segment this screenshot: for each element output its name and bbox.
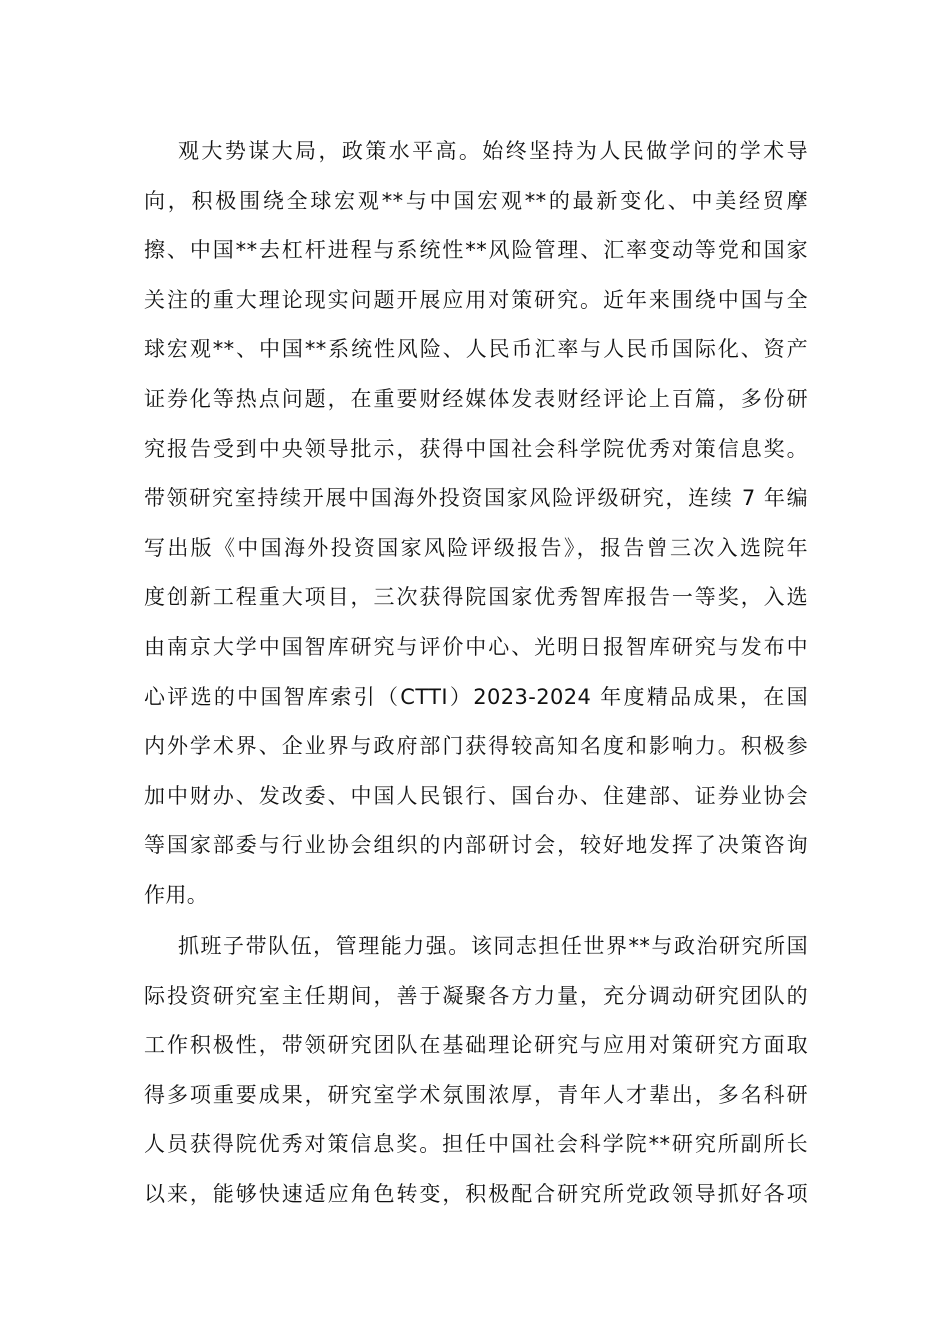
paragraph-line: 以来，能够快速适应角色转变，积极配合研究所党政领导抓好各项 bbox=[144, 1181, 808, 1206]
paragraph-line: 人员获得院优秀对策信息奖。担任中国社会科学院**研究所副所长 bbox=[144, 1132, 808, 1157]
paragraph-policy bbox=[144, 127, 808, 921]
paragraph-line: 观大势谋大局，政策水平高。始终坚持为人民做学问的学术导 bbox=[178, 139, 808, 163]
paragraph-line: 擦、中国**去杠杆进程与系统性**风险管理、汇率变动等党和国家 bbox=[144, 238, 808, 263]
paragraph-line: 写出版《中国海外投资国家风险评级报告》，报告曾三次入选院年 bbox=[144, 535, 808, 560]
paragraph-line: 内外学术界、企业界与政府部门获得较高知名度和影响力。积极参 bbox=[144, 734, 808, 759]
paragraph-line: 际投资研究室主任期间，善于凝聚各方力量，充分调动研究团队的 bbox=[144, 983, 808, 1008]
paragraph-line: 关注的重大理论现实问题开展应用对策研究。近年来围绕中国与全 bbox=[144, 287, 808, 312]
paragraph-line: 由南京大学中国智库研究与评价中心、光明日报智库研究与发布中 bbox=[144, 634, 808, 659]
paragraph-line: 抓班子带队伍，管理能力强。该同志担任世界**与政治研究所国 bbox=[178, 934, 808, 958]
paragraph-line: 球宏观**、中国**系统性风险、人民币汇率与人民币国际化、资产 bbox=[144, 337, 808, 362]
paragraph-line: 证券化等热点问题，在重要财经媒体发表财经评论上百篇，多份研 bbox=[144, 386, 808, 411]
paragraph-management bbox=[144, 922, 808, 1220]
paragraph-line: 究报告受到中央领导批示，获得中国社会科学院优秀对策信息奖。 bbox=[144, 436, 808, 461]
paragraph-line: 带领研究室持续开展中国海外投资国家风险评级研究，连续 7 年编 bbox=[144, 486, 808, 511]
paragraph-line: 得多项重要成果，研究室学术氛围浓厚，青年人才辈出，多名科研 bbox=[144, 1082, 808, 1107]
paragraph-line: 加中财办、发改委、中国人民银行、国台办、住建部、证券业协会 bbox=[144, 783, 808, 808]
paragraph-line: 心评选的中国智库索引（CTTI）2023-2024 年度精品成果，在国 bbox=[144, 684, 808, 709]
paragraph-line: 向，积极围绕全球宏观**与中国宏观**的最新变化、中美经贸摩 bbox=[144, 188, 808, 213]
paragraph-line: 作用。 bbox=[144, 882, 209, 907]
paragraph-line: 等国家部委与行业协会组织的内部研讨会，较好地发挥了决策咨询 bbox=[144, 833, 808, 858]
paragraph-line: 度创新工程重大项目，三次获得院国家优秀智库报告一等奖，入选 bbox=[144, 585, 808, 610]
paragraph-line: 工作积极性，带领研究团队在基础理论研究与应用对策研究方面取 bbox=[144, 1033, 808, 1058]
